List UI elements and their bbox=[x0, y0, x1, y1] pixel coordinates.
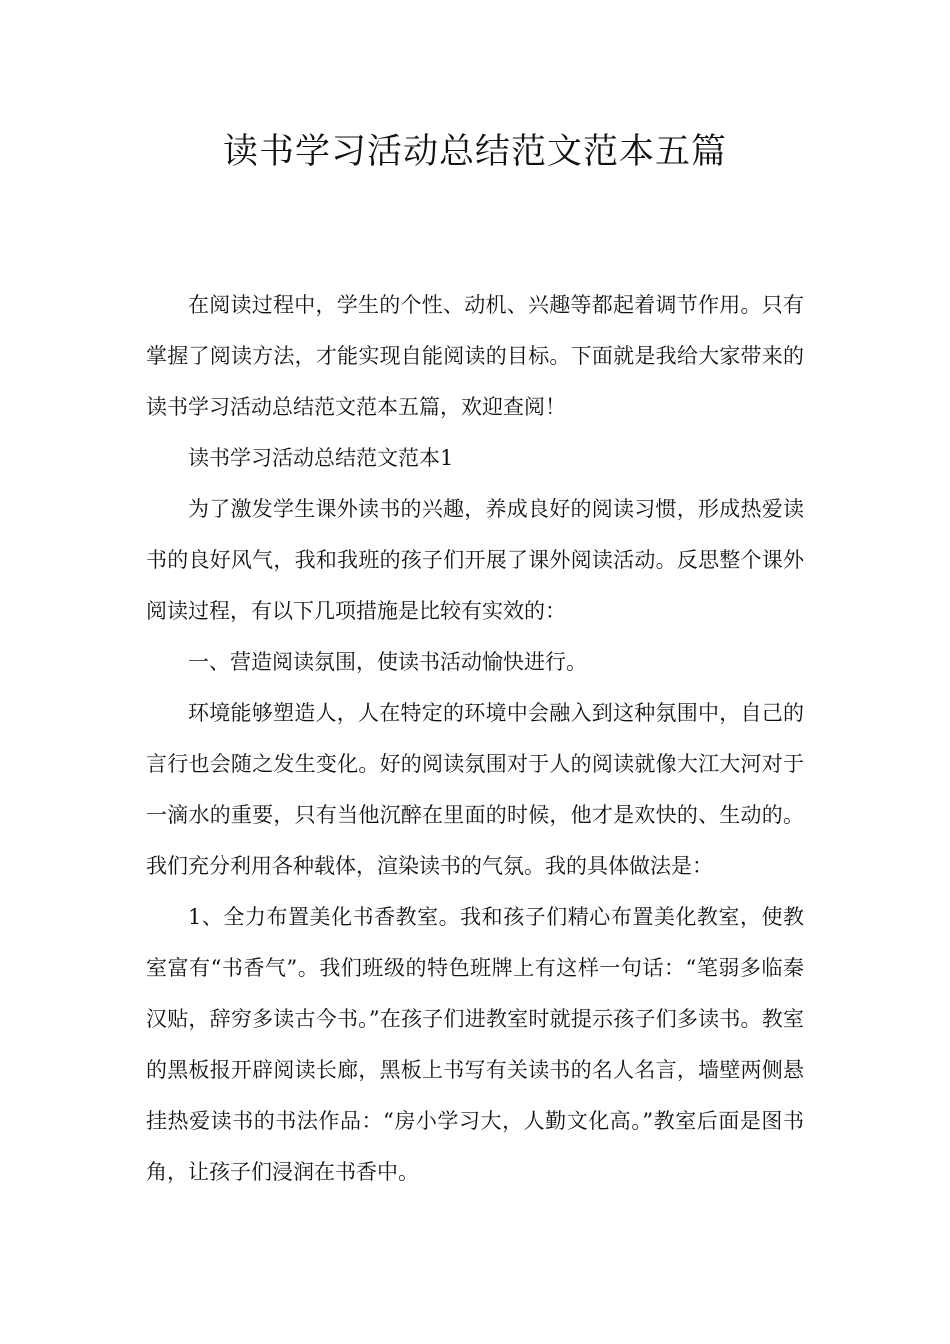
body-paragraph: 1、全力布置美化书香教室。我和孩子们精心布置美化教室，使教室富有“书香气”。我们班级的特色班牌上有这样一句话：“笔弱多临秦汉贴，辞穷多读古今书。”在孩子们进教室时就提示孩子们多读书。教室的黑板报开辟阅读长廊，黑板上书写有关读书的名人名言，墙壁两侧悬挂热爱读书的书法作品：“房小学习大，人勤文化高。”教室后面是图书角，让孩子们浸润在书香中。 bbox=[146, 905, 804, 1184]
section-heading-1: 读书学习活动总结范文范本1 bbox=[188, 446, 454, 470]
body-paragraph: 环境能够塑造人，人在特定的环境中会融入到这种氛围中，自己的言行也会随之发生变化。好的阅读氛围对于人的阅读就像大江大河对于一滴水的重要，只有当他沉醉在里面的时候，他才是欢快的、生动的。我们充分利用各种载体，渲染读书的气氛。我的具体做法是： bbox=[146, 701, 804, 878]
intro-paragraph: 在阅读过程中，学生的个性、动机、兴趣等都起着调节作用。只有掌握了阅读方法，才能实现自能阅读的目标。下面就是我给大家带来的读书学习活动总结范文范本五篇，欢迎查阅！ bbox=[146, 293, 804, 419]
document-title: 读书学习活动总结范文范本五篇 bbox=[222, 132, 727, 172]
body-paragraph: 为了激发学生课外读书的兴趣，养成良好的阅读习惯，形成热爱读书的良好风气，我和我班的孩子们开展了课外阅读活动。反思整个课外阅读过程，有以下几项措施是比较有实效的： bbox=[146, 497, 804, 623]
subheading-1: 一、营造阅读氛围，使读书活动愉快进行。 bbox=[188, 650, 587, 674]
document-body bbox=[146, 280, 804, 1198]
